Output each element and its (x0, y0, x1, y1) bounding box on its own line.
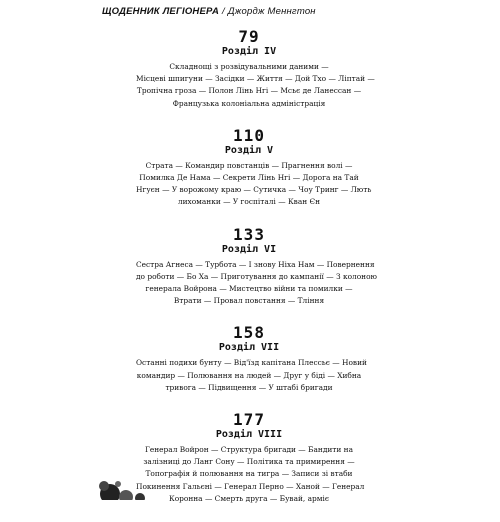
running-header (102, 6, 316, 17)
summary-line: Французька колоніальна адміністрація (172, 98, 326, 108)
page-number: 110 (233, 125, 265, 145)
chapter-summary (136, 444, 365, 505)
chapter-title: Розділ VIII (215, 429, 283, 441)
header-separator: / (222, 6, 225, 17)
summary-line: Страта — Командир повстанців — Прагнення волі — (145, 160, 353, 170)
summary-line: генерала Войрона — Мистецтво війни та помилки — (145, 284, 353, 294)
summary-line: Сестра Агнеса — Турбота — І знову Ніха Нам — Повернення (136, 259, 375, 269)
page-number: 177 (233, 410, 265, 430)
chapter-summary (136, 357, 367, 394)
toc-section (136, 125, 372, 209)
summary-line: лихоманки — У госпіталі — Кван Єн (177, 197, 321, 207)
table-of-contents (136, 27, 377, 522)
summary-line: Нгуєн — У ворожому краю — Сутичка — Чоу Тринг — Лють (136, 185, 372, 195)
summary-line: Генерал Войрон — Структура бригади — Бандити на (144, 445, 353, 455)
summary-line: командир — Полювання на людей — Друг у біді — Хибна (136, 370, 362, 380)
chapter-summary (136, 259, 377, 308)
summary-line: Покинення Гальєні — Генерал Перно — Ханой — Генерал (136, 481, 365, 491)
decorative-ornament (96, 470, 156, 500)
summary-line: Помилка Де Нама — Секрети Лінь Нгі — Дорога на Тай (139, 173, 359, 183)
book-title: ЩОДЕННИК ЛЕГІОНЕРА (102, 6, 220, 17)
summary-line: Топографія й полювання на тигра — Записи зі втаби (145, 469, 353, 479)
summary-line: до роботи — Бо Ха — Приготування до кампанії — З колоною (136, 271, 377, 281)
page-number: 158 (233, 323, 265, 343)
chapter-summary (136, 160, 372, 209)
summary-line: Складнощі з розвідувальними даними — (169, 62, 329, 71)
chapter-title: Розділ V (224, 144, 274, 156)
summary-line: Останні подихи бунту — Від'їзд капітана Плессьє — Новий (136, 358, 367, 368)
summary-line: Коронна — Смерть друга — Бувай, арміє (168, 493, 330, 503)
toc-section (136, 224, 377, 308)
chapter-title: Розділ VII (218, 342, 280, 354)
toc-section (136, 323, 367, 394)
book-author: Джордж Меннгтон (227, 6, 316, 17)
toc-section (136, 410, 365, 505)
chapter-summary (136, 61, 375, 110)
summary-line: тривога — Підвищення — У штабі бригади (165, 382, 333, 392)
summary-line: Місцеві шпигуни — Засідки — Життя — Дой Тхо — Ліптай — (136, 74, 375, 84)
summary-line: Тропічна гроза — Полон Лінь Нгі — Мсьє де Ланессан — (136, 86, 362, 96)
page-number: 133 (233, 224, 265, 244)
chapter-title: Розділ VI (221, 243, 277, 255)
toc-section (136, 27, 375, 110)
summary-line: Втрати — Провал повстання — Тління (173, 296, 325, 306)
summary-line: залізниці до Ланг Сону — Політика та примирення — (143, 457, 355, 467)
chapter-title: Розділ IV (221, 46, 277, 57)
page-number: 79 (238, 27, 260, 46)
